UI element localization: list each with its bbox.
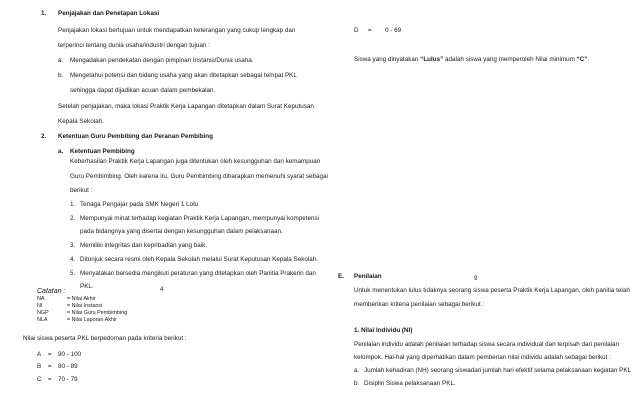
section-1-closing-line-2: Kepala Sekolah. [58,118,104,125]
catatan-abbr: NI [37,303,43,309]
lulus-text-3: . [587,56,590,63]
grade-equals: = [48,376,52,383]
nilai-individu-text-line-2: kelompok. Hal-hal yang diperhatikan dalam pemberian nilai individu adalah sebagai berikut : [354,354,611,361]
list-item-text: PKL. [80,283,94,290]
section-e-text-line-2: memberikan kriteria penilaian sebagai berikut : [354,301,485,308]
list-item-text: Memiliki integritas dan kepribadian yang baik. [80,242,208,249]
list-item-label: 5. [70,270,76,277]
catatan-desc: = Nilai Akhir [67,296,96,302]
section-e-title: Penilaian [354,273,382,280]
list-item-text: Mempunyai minat terhadap kegiatan Praktik Kerja Lapangan, mempunyai kompetensi [80,215,320,222]
section-1-closing-line-1: Setelah penjajakan, maka lokasi Praktik Kerja Lapangan ditetapkan dalam Surat Keputusan [58,103,314,110]
subsection-a-label: a. [58,148,64,155]
grade-letter: D [354,27,359,34]
grade-range: 90 - 100 [58,351,82,358]
grade-letter: C [37,376,42,383]
catatan-desc: = Nilai Laporan Akhir [67,317,117,323]
grade-equals: = [368,27,372,34]
list-item-label: b. [58,72,64,79]
catatan-abbr: NGP [37,310,49,316]
list-item-label: a. [354,367,360,374]
subsection-a-title: Ketentuan Pembibing [70,148,135,155]
section-2-number: 2. [41,133,47,140]
list-item-text: pada bidangnya yang disertai dengan kesungguhan dalam pelaksanaan. [80,228,283,235]
list-item-text: Tenaga Pengajar pada SMK Negeri 1 Lotu [80,201,199,208]
list-item-text: sehingga dapat dijadikan acuan dalam pembekalan. [70,87,216,94]
lulus-min-grade: “C” [576,56,588,63]
section-e-text-line-1: Untuk menentukan lulus tidaknya seorang siswa peserta Praktik Kerja Lapangan, oleh panitia telah [354,287,630,294]
section-1-number: 1. [41,10,47,17]
nilai-individu-title: 1. Nilai Individu (NI) [354,327,413,334]
section-1-intro-line-2: terperinci tentang dunia usaha/industri dengan tujuan : [58,42,210,49]
grade-equals: = [48,363,52,370]
list-item-label: 4. [70,256,76,263]
grade-letter: A [37,351,42,358]
section-2-title: Ketentuan Guru Pembibing dan Peranan Pembibing [58,133,213,140]
lulus-text-1: Siswa yang dinyatakan [354,56,421,63]
grade-range: 80 - 89 [58,363,78,370]
grade-intro: Nilai siswa peserta PKL berpedoman pada kriteria berikut : [23,335,187,342]
list-item-label: 2. [70,215,76,222]
grade-letter: B [37,363,42,370]
list-item-text: Disiplin Siswa pelaksanaan PKL. [364,380,456,387]
subsection-a-text-line-2: Guru Pembimbing. Oleh karena itu, Guru Pembimbing diharapkan memenuhi syarat sebagai [70,173,328,180]
page-number-left: 4 [160,286,164,293]
section-1-intro-line-1: Penjajakan lokasi bertujuan untuk mendapatkan keterangan yang cukup lengkap dan [58,27,296,34]
section-1-title: Penjajakan dan Penetapan Lokasi [58,10,160,17]
list-item-label: b. [354,380,360,387]
catatan-label: Catatan : [37,288,66,295]
list-item-label: 1. [70,201,76,208]
nilai-individu-text-line-1: Penilaian individu adalah penilaian terhadap siswa secara individual dan terpisah dari penilaian [354,341,619,348]
list-item-text: Mengadakan pendekatan dengan pimpinan Instansi/Dunia usaha. [70,57,254,64]
subsection-a-text-line-1: Keberhasilan Praktik Kerja Lapangan juga ditentukan oleh kesungguhan dan kemampuan [70,158,321,165]
list-item-text: Jumlah kehadiran (NH) seorang siswadari jumlah hari efektif selama pelaksanaan kegiatan PKL [364,367,632,374]
list-item-text: Menyatakan bersedia mengikuti peraturan yang ditetapkan oleh Panitia Prakerin dan [80,270,316,277]
grade-range: 70 - 79 [58,376,78,383]
lulus-text-2: adalah siswa yang memperoleh Nilai minimum [443,56,577,63]
subsection-a-text-line-3: berikut : [70,187,93,194]
section-e-label: E. [338,273,344,280]
catatan-desc: = Nilai Instansi [67,303,103,309]
lulus-emphasis: “Lulus” [420,56,444,63]
catatan-desc: = Nilai Guru Pembimbing [67,310,128,316]
lulus-statement [354,56,589,64]
list-item-label: 3. [70,242,76,249]
list-item-label: a. [58,57,64,64]
catatan-abbr: NA [37,296,45,302]
catatan-abbr: NLA [37,317,48,323]
list-item-text: Ditunjuk secara resmi oleh Kepala Sekolah melalui Surat Keputusan Kepala Sekolah. [80,256,319,263]
grade-range: 0 - 69 [385,27,402,34]
page-number-right: 9 [474,275,478,282]
list-item-text: Mengetahui potensi dan bidang usaha yang akan ditetapkan sebagai tempat PKL [70,72,297,79]
grade-equals: = [48,351,52,358]
